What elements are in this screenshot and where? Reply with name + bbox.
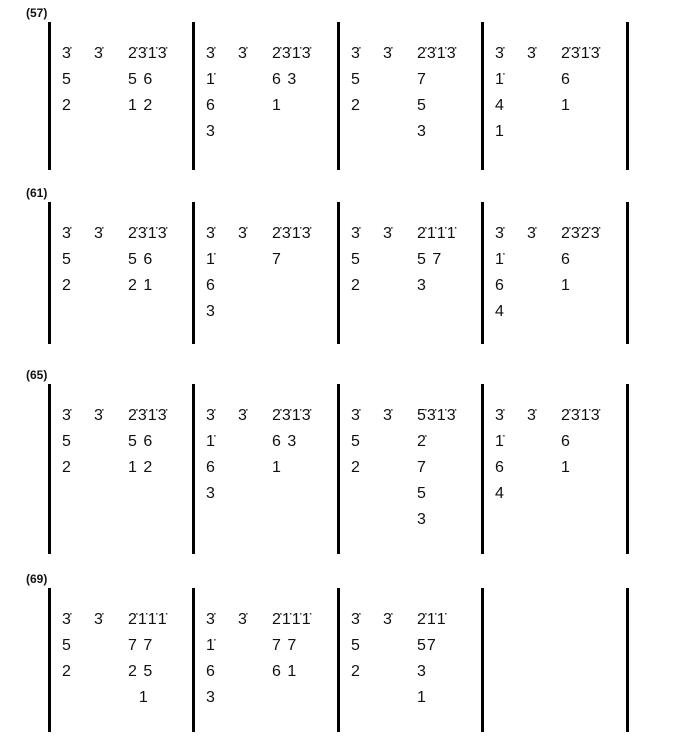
note-cell: 3̇: [238, 225, 247, 242]
note-cell: 2̇3̇2̇3̇: [561, 225, 601, 242]
note-cell: 7 7: [272, 637, 298, 654]
bar-line: [481, 588, 484, 732]
note-cell: 1̇: [206, 251, 215, 268]
note-cell: 1: [417, 689, 427, 706]
bar-line: [626, 384, 629, 554]
note-cell: 5: [351, 251, 360, 268]
note-cell: 6: [561, 71, 571, 88]
note-cell: 1 2: [128, 459, 154, 476]
note-cell: 5: [417, 97, 427, 114]
bar-line: [48, 384, 51, 554]
note-cell: 1̇: [495, 71, 504, 88]
note-cell: 3: [417, 663, 427, 680]
note-cell: 3̇: [383, 611, 392, 628]
note-cell: 2 5: [128, 663, 154, 680]
note-cell: 3̇: [62, 407, 71, 424]
bar-line: [626, 202, 629, 344]
note-cell: 1: [495, 123, 504, 140]
note-cell: 3̇: [351, 45, 360, 62]
note-cell: 7: [272, 251, 282, 268]
note-cell: 2: [62, 277, 71, 294]
note-cell: 3̇: [206, 225, 215, 242]
note-cell: 3̇: [383, 45, 392, 62]
note-cell: 3̇: [62, 611, 71, 628]
note-cell: 3̇: [383, 407, 392, 424]
note-cell: 5 6: [128, 71, 154, 88]
note-cell: 3̇: [94, 225, 103, 242]
note-cell: 2: [62, 459, 71, 476]
note-cell: 7: [417, 459, 427, 476]
note-cell: 3̇: [527, 225, 536, 242]
bar-line: [337, 384, 340, 554]
bar-line: [481, 22, 484, 170]
note-cell: 3̇: [351, 225, 360, 242]
note-cell: 1̇: [495, 433, 504, 450]
note-cell: 4: [495, 485, 504, 502]
bar-line: [48, 202, 51, 344]
note-cell: 2̇3̇1̇3̇: [272, 45, 312, 62]
note-cell: 1̇: [206, 71, 215, 88]
note-cell: 2̇: [417, 433, 427, 450]
note-cell: 5: [351, 433, 360, 450]
note-cell: 3: [417, 277, 427, 294]
note-cell: 3̇: [495, 225, 504, 242]
note-cell: 3̇: [383, 225, 392, 242]
note-cell: 7: [417, 71, 427, 88]
note-cell: 3̇: [238, 407, 247, 424]
note-cell: 5: [62, 433, 71, 450]
note-cell: 1: [272, 459, 282, 476]
note-cell: 5 6: [128, 251, 154, 268]
note-cell: 3̇: [94, 407, 103, 424]
note-cell: 6 3: [272, 433, 298, 450]
bar-line: [192, 588, 195, 732]
note-cell: 1̇: [206, 433, 215, 450]
note-cell: 6: [561, 433, 571, 450]
note-cell: 3: [206, 303, 215, 320]
note-cell: 3̇: [94, 611, 103, 628]
note-cell: 4: [495, 97, 504, 114]
note-cell: 4: [495, 303, 504, 320]
bar-line: [481, 202, 484, 344]
note-cell: 1̇: [206, 637, 215, 654]
note-cell: 3: [206, 123, 215, 140]
note-cell: 3̇: [238, 611, 247, 628]
note-cell: 6: [206, 663, 215, 680]
note-cell: 2̇1̇1̇1̇: [417, 225, 457, 242]
note-cell: 2̇3̇1̇3̇: [561, 45, 601, 62]
measure-number-label: (65): [26, 368, 48, 382]
note-cell: 2̇1̇1̇: [417, 611, 447, 628]
note-cell: 3̇: [62, 45, 71, 62]
note-cell: 2̇1̇1̇1̇: [128, 611, 168, 628]
note-cell: 2̇3̇1̇3̇: [128, 407, 168, 424]
note-cell: 1: [561, 97, 571, 114]
measure-number-label: (61): [26, 186, 48, 200]
note-cell: 1: [128, 689, 149, 706]
note-cell: 6 1: [272, 663, 298, 680]
note-cell: 6: [206, 277, 215, 294]
note-cell: 5: [62, 251, 71, 268]
bar-line: [192, 22, 195, 170]
note-cell: 1: [272, 97, 282, 114]
note-cell: 3̇: [206, 407, 215, 424]
note-cell: 6: [495, 277, 504, 294]
bar-line: [48, 588, 51, 732]
note-cell: 5 6: [128, 433, 154, 450]
note-cell: 2̇3̇1̇3̇: [128, 45, 168, 62]
note-cell: 2̇3̇1̇3̇: [272, 407, 312, 424]
note-cell: 3̇: [351, 611, 360, 628]
note-cell: 5: [62, 637, 71, 654]
bar-line: [626, 22, 629, 170]
note-cell: 2̇3̇1̇3̇: [561, 407, 601, 424]
note-cell: 1: [561, 277, 571, 294]
measure-number-label: (69): [26, 572, 48, 586]
note-cell: 1: [561, 459, 571, 476]
note-cell: 6: [206, 97, 215, 114]
note-cell: 2: [351, 97, 360, 114]
note-cell: 5: [351, 637, 360, 654]
note-cell: 3: [417, 511, 427, 528]
note-cell: 2̇3̇1̇3̇: [272, 225, 312, 242]
note-cell: 3̇: [238, 45, 247, 62]
bar-line: [481, 384, 484, 554]
note-cell: 5: [417, 485, 427, 502]
bar-line: [337, 588, 340, 732]
note-cell: 2̇1̇1̇1̇: [272, 611, 312, 628]
note-cell: 3̇: [527, 45, 536, 62]
bar-line: [192, 384, 195, 554]
note-cell: 3: [417, 123, 427, 140]
note-cell: 3: [206, 485, 215, 502]
note-cell: 3̇: [495, 45, 504, 62]
note-cell: 57: [417, 637, 437, 654]
note-cell: 1 2: [128, 97, 154, 114]
note-cell: 6 3: [272, 71, 298, 88]
note-cell: 5 7: [417, 251, 443, 268]
bar-line: [337, 22, 340, 170]
note-cell: 2: [351, 277, 360, 294]
note-cell: 3: [206, 689, 215, 706]
bar-line: [337, 202, 340, 344]
note-cell: 3̇: [62, 225, 71, 242]
note-cell: 3̇: [527, 407, 536, 424]
note-cell: 2̇3̇1̇3̇: [128, 225, 168, 242]
note-cell: 2: [351, 459, 360, 476]
note-cell: 3̇: [351, 407, 360, 424]
note-cell: 3̇: [495, 407, 504, 424]
note-cell: 6: [206, 459, 215, 476]
measure-number-label: (57): [26, 6, 48, 20]
note-cell: 3̇: [94, 45, 103, 62]
note-cell: 2: [62, 663, 71, 680]
bar-line: [626, 588, 629, 732]
bar-line: [48, 22, 51, 170]
note-cell: 3̇: [206, 45, 215, 62]
note-cell: 6: [561, 251, 571, 268]
note-cell: 3̇: [206, 611, 215, 628]
note-cell: 2 1: [128, 277, 154, 294]
note-cell: 2: [62, 97, 71, 114]
note-cell: 2: [351, 663, 360, 680]
note-cell: 5: [351, 71, 360, 88]
bar-line: [192, 202, 195, 344]
note-cell: 1̇: [495, 251, 504, 268]
note-cell: 6: [495, 459, 504, 476]
note-cell: 7 7: [128, 637, 154, 654]
note-cell: 2̇3̇1̇3̇: [417, 45, 457, 62]
note-cell: 5̇3̇1̇3̇: [417, 407, 457, 424]
note-cell: 5: [62, 71, 71, 88]
